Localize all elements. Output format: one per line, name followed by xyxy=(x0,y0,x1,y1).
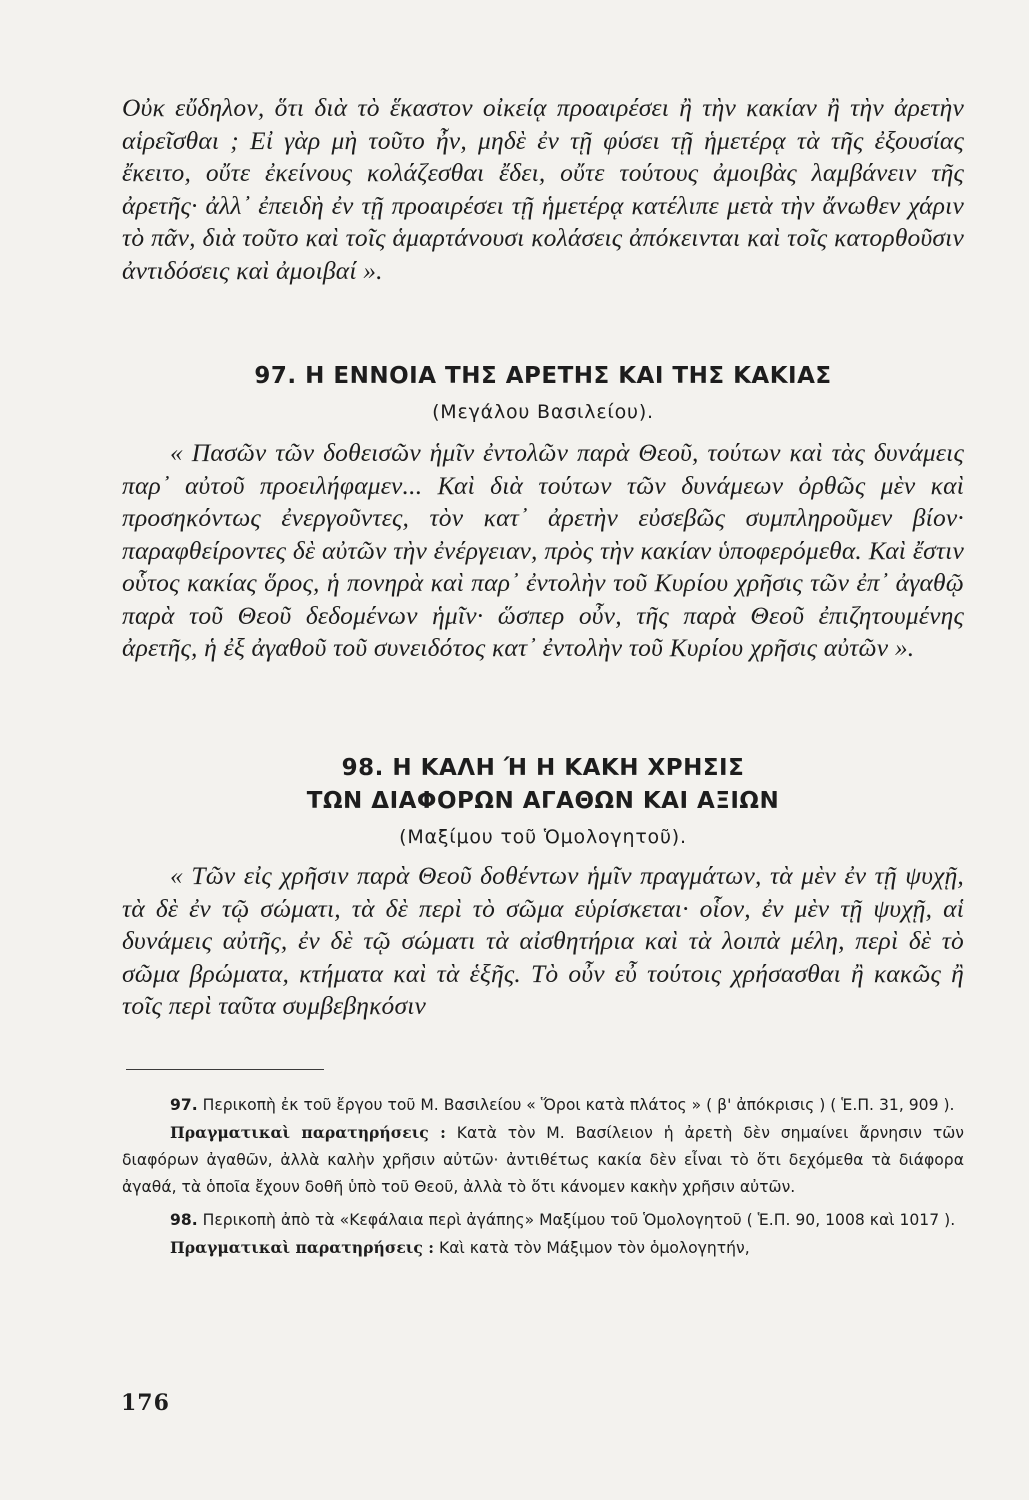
section-98-author: (Μαξίμου τοῦ Ὁμολογητοῦ). xyxy=(399,826,687,848)
intro-text: Οὐκ εὔδηλον, ὅτι διὰ τὸ ἕκαστον οἰκείᾳ προαιρέσει ἢ τὴν κακίαν ἢ τὴν ἀρετὴν αἱρεῖσθαι ; Εἰ γὰρ μὴ τοῦτο ἦν, μηδὲ ἐν τῇ φύσει τῇ ἡμετέρᾳ τὰ τῆς ἐξουσίας ἔκειτο, οὔτε ἐκείνους κολάζεσθαι ἔδει, οὔτε τούτους ἀμοιβὰς λαμβάνειν τῆς ἀρετῆς· ἀλλ᾽ ἐπειδὴ ἐν τῇ προαιρέσει τῇ ἡμετέρᾳ κατέλιπε μετὰ τὴν ἄνωθεν χάριν τὸ πᾶν, διὰ τοῦτο καὶ τοῖς ἁμαρτάνουσι κολάσεις ἀπόκεινται καὶ τοῖς κατορθοῦσιν ἀντιδόσεις καὶ ἀμοιβαί ». xyxy=(122,93,964,285)
page-number: 176 xyxy=(121,1390,170,1416)
footnote-97 xyxy=(122,1092,964,1119)
footnotes xyxy=(122,1092,964,1262)
intro-paragraph xyxy=(122,92,964,287)
section-98-text: « Τῶν εἰς χρῆσιν παρὰ Θεοῦ δοθέντων ἡμῖν πραγμάτων, τὰ μὲν ἐν τῇ ψυχῇ, τὰ δὲ ἐν τῷ σώματι, τὰ δὲ περὶ τὸ σῶμα εὑρίσκεται· οἷον, ἐν μὲν τῇ ψυχῇ, αἱ δυνάμεις αὐτῆς, ἐν δὲ τῷ σώματι τὰ αἰσθητήρια καὶ τὰ λοιπὰ μέλη, περὶ δὲ τὸ σῶμα βρώματα, κτήματα καὶ τὰ ἑξῆς. Τὸ οὖν εὖ τούτοις χρήσασθαι ἢ κακῶς ἢ τοῖς περὶ ταῦτα συμβεβηκόσιν xyxy=(122,861,964,1020)
section-97-author: (Μεγάλου Βασιλείου). xyxy=(432,401,654,423)
section-98-quote xyxy=(122,860,964,1023)
footnote-98-remarks-text: Καὶ κατὰ τὸν Μάξιμον τὸν ὁμολογητήν, xyxy=(439,1239,750,1257)
footnote-98 xyxy=(122,1207,964,1234)
footnote-97-remarks xyxy=(122,1119,964,1201)
section-97-quote xyxy=(122,437,964,665)
footnote-98-label: 98. xyxy=(170,1211,198,1229)
footnote-divider xyxy=(126,1069,324,1070)
section-98-heading-line1: 98. Η ΚΑΛΗ Ή Η ΚΑΚΗ ΧΡΗΣΙΣ xyxy=(341,755,745,781)
footnote-98-remarks xyxy=(122,1234,964,1262)
footnote-98-remarks-label: Πραγματικαὶ παρατηρήσεις : xyxy=(170,1238,435,1257)
footnote-97-remarks-label: Πραγματικαὶ παρατηρήσεις : xyxy=(170,1123,446,1142)
section-98-heading-line2: ΤΩΝ ΔΙΑΦΟΡΩΝ ΑΓΑΘΩΝ ΚΑΙ ΑΞΙΩΝ xyxy=(306,788,780,814)
footnote-97-text: Περικοπὴ ἐκ τοῦ ἔργου τοῦ Μ. Βασιλείου « Ὅροι κατὰ πλάτος » ( β' ἀπόκρισις ) ( Ἑ.Π. 31, 909 ). xyxy=(202,1096,955,1114)
footnote-98-text: Περικοπὴ ἀπὸ τὰ «Κεφάλαια περὶ ἀγάπης» Μαξίμου τοῦ Ὁμολογητοῦ ( Ἑ.Π. 90, 1008 καὶ 1017 ). xyxy=(202,1211,956,1229)
footnote-97-label: 97. xyxy=(170,1096,198,1114)
section-97-heading: 97. Η ΕΝΝΟΙΑ ΤΗΣ ΑΡΕΤΗΣ ΚΑΙ ΤΗΣ ΚΑΚΙΑΣ xyxy=(254,363,832,389)
section-97-text: « Πασῶν τῶν δοθεισῶν ἡμῖν ἐντολῶν παρὰ Θεοῦ, τούτων καὶ τὰς δυνάμεις παρ᾽ αὐτοῦ προειλήφαμεν... Καὶ διὰ τούτων τῶν δυνάμεων ὀρθῶς μὲν καὶ προσηκόντως ἐνεργοῦντες, τὸν κατ᾽ ἀρετὴν εὐσεβῶς συμπληροῦμεν βίον· παραφθείροντες δὲ αὐτῶν τὴν ἐνέργειαν, πρὸς τὴν κακίαν ὑποφερόμεθα. Καὶ ἔστιν οὗτος κακίας ὅρος, ἡ πονηρὰ καὶ παρ᾽ ἐντολὴν τοῦ Κυρίου χρῆσις τῶν ἐπ᾽ ἀγαθῷ παρὰ τοῦ Θεοῦ δεδομένων ἡμῖν· ὥσπερ οὖν, τῆς παρὰ Θεοῦ ἐπιζητουμένης ἀρετῆς, ἡ ἐξ ἀγαθοῦ τοῦ συνειδότος κατ᾽ ἐντολὴν τοῦ Κυρίου χρῆσις αὐτῶν ». xyxy=(122,438,964,662)
footnote-97-remarks-text: Κατὰ τὸν Μ. Βασίλειον ἡ ἀρετὴ δὲν σημαίνει ἄρνησιν τῶν διαφόρων ἀγαθῶν, ἀλλὰ καλὴν χρῆσιν αὐτῶν· ἀντιθέτως κακία δὲν εἶναι τὸ ὅτι δεχόμεθα τὰ διάφορα ἀγαθά, τὰ ὁποῖα ἔχουν δοθῆ ὑπὸ τοῦ Θεοῦ, ἀλλὰ τὸ ὅτι κάνομεν κακὴν χρῆσιν αὐτῶν. xyxy=(122,1124,964,1196)
